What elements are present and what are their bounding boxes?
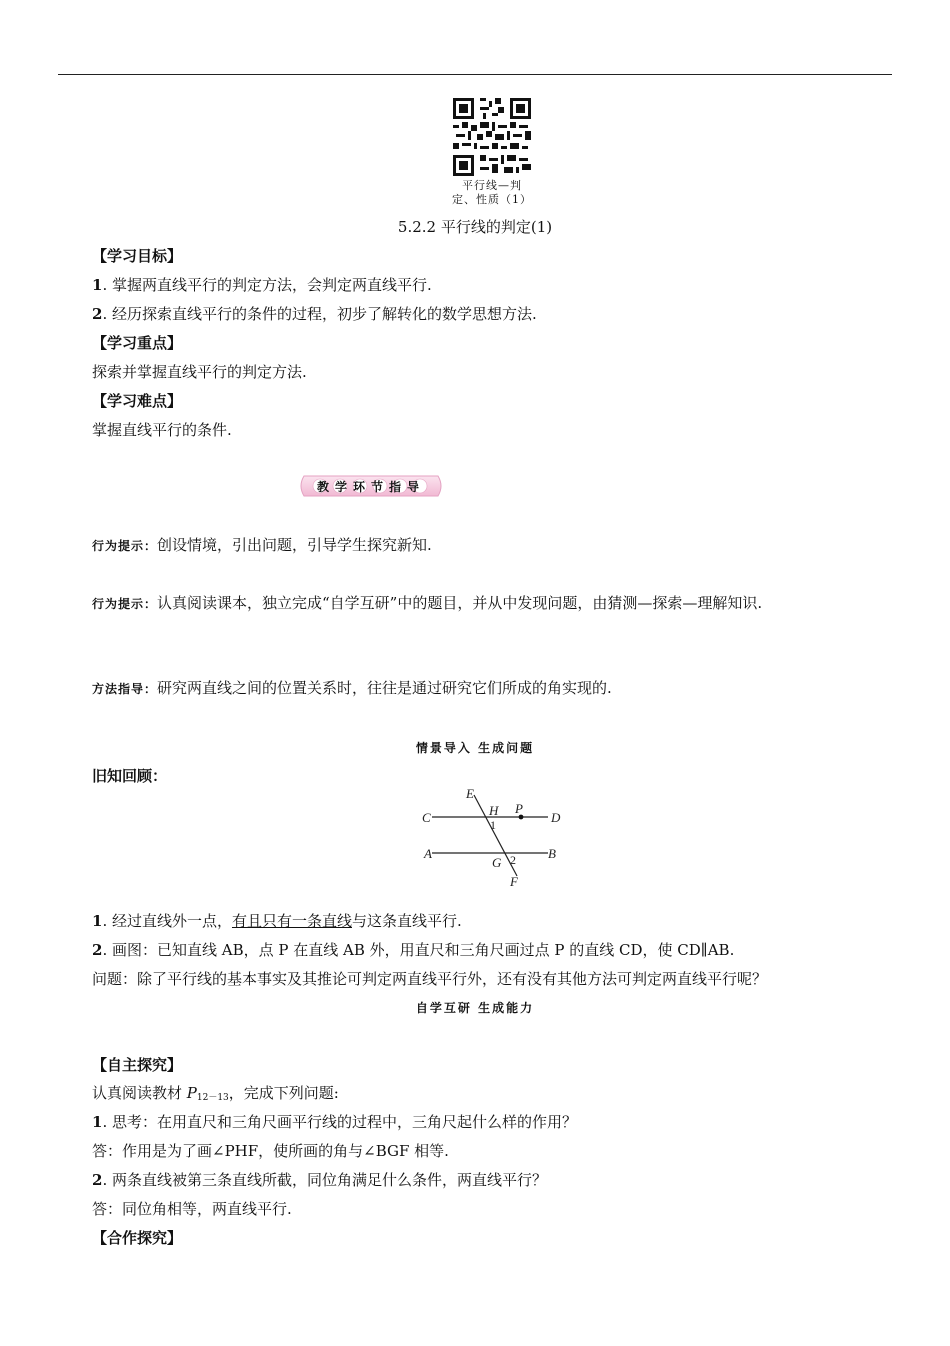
review-item-2	[92, 940, 734, 960]
qr-caption	[430, 179, 554, 207]
key-points-heading: 【学习重点】	[92, 334, 183, 352]
hint-1	[92, 535, 432, 556]
method-hint-label: 方法指导：	[92, 682, 158, 696]
objectives-heading: 【学习目标】	[92, 247, 183, 265]
review-question: 问题：除了平行线的基本事实及其推论可判定两直线平行外，还有没有其他方法可判定两直线平行呢？	[92, 970, 768, 988]
section-title: 5.2.2 平行线的判定(1)	[397, 218, 553, 236]
cooperative-heading: 【合作探究】	[92, 1229, 183, 1247]
objective-item-1-num: 1	[92, 276, 103, 294]
question-1	[92, 1112, 577, 1132]
fig-label-B: B	[548, 846, 556, 861]
banner-text: 教学环节指导	[316, 480, 425, 494]
objective-item-1	[92, 275, 432, 295]
answer-2: 答：同位角相等，两直线平行.	[92, 1200, 292, 1218]
hint-2-label: 行为提示：	[92, 597, 158, 611]
review-item-1-post: 与这条直线平行.	[352, 912, 462, 930]
review-item-1	[92, 911, 462, 931]
question-2-text: . 两条直线被第三条直线所截，同位角满足什么条件，两直线平行？	[102, 1171, 547, 1189]
review-item-1-num: 1	[92, 912, 103, 930]
parallel-lines-figure	[418, 786, 568, 888]
method-hint-text: 研究两直线之间的位置关系时，往往是通过研究它们所成的角实现的.	[157, 679, 612, 697]
qr-caption-line2: 定、性质（1）	[452, 193, 532, 206]
review-item-1-pre: . 经过直线外一点，	[102, 912, 232, 930]
difficulties-text: 掌握直线平行的条件.	[92, 421, 232, 439]
method-hint	[92, 678, 612, 699]
objective-item-2	[92, 304, 537, 324]
scene-intro-heading: 情景导入 生成问题	[415, 741, 535, 755]
read-instruction-pages: 12－13	[196, 1093, 229, 1103]
review-label: 旧知回顾：	[92, 767, 168, 785]
header-rule	[58, 74, 892, 75]
hint-1-label: 行为提示：	[92, 539, 158, 553]
objective-item-1-text: . 掌握两直线平行的判定方法，会判定两直线平行.	[102, 276, 432, 294]
fig-angle-2: 2	[510, 853, 516, 867]
fig-label-E: E	[466, 786, 474, 801]
hint-1-text: 创设情境，引出问题，引导学生探究新知.	[157, 536, 432, 554]
question-2-num: 2	[92, 1171, 103, 1189]
review-item-2-num: 2	[92, 941, 103, 959]
objective-item-2-num: 2	[92, 305, 103, 323]
read-instruction-p: P	[186, 1084, 197, 1102]
qr-caption-line1: 平行线—判	[462, 179, 522, 192]
read-instruction-pre: 认真阅读教材	[92, 1084, 187, 1102]
fig-label-H: H	[489, 803, 499, 818]
self-study-heading: 自学互研 生成能力	[415, 1001, 535, 1015]
fig-angle-1: 1	[490, 818, 496, 832]
fig-label-D: D	[551, 810, 561, 825]
fig-label-C: C	[422, 810, 431, 825]
hint-2-text: 认真阅读课本，独立完成“自学互研”中的题目，并从中发现问题，由猜测—探索—理解知识.	[157, 594, 763, 612]
question-1-text: . 思考：在用直尺和三角尺画平行线的过程中，三角尺起什么样的作用？	[102, 1113, 577, 1131]
fig-label-G: G	[492, 855, 502, 870]
read-instruction-post: ，完成下列问题:	[228, 1084, 339, 1102]
hint-2	[92, 593, 762, 614]
objective-item-2-text: . 经历探索直线平行的条件的过程，初步了解转化的数学思想方法.	[102, 305, 537, 323]
review-item-1-answer: 有且只有一条直线	[231, 912, 352, 930]
qr-code-icon	[453, 98, 531, 176]
key-points-text: 探索并掌握直线平行的判定方法.	[92, 363, 307, 381]
question-2	[92, 1170, 547, 1190]
answer-1: 答：作用是为了画∠PHF，使所画的角与∠BGF 相等.	[92, 1142, 449, 1160]
question-1-num: 1	[92, 1113, 103, 1131]
fig-label-A: A	[424, 846, 432, 861]
read-instruction	[92, 1083, 339, 1108]
fig-label-F: F	[510, 874, 518, 888]
difficulties-heading: 【学习难点】	[92, 392, 183, 410]
explore-heading: 【自主探究】	[92, 1056, 183, 1074]
review-item-2-text: . 画图：已知直线 AB，点 P 在直线 AB 外，用直尺和三角尺画过点 P 的直线 CD，使 CD∥AB.	[102, 941, 735, 959]
fig-label-P: P	[515, 801, 523, 816]
